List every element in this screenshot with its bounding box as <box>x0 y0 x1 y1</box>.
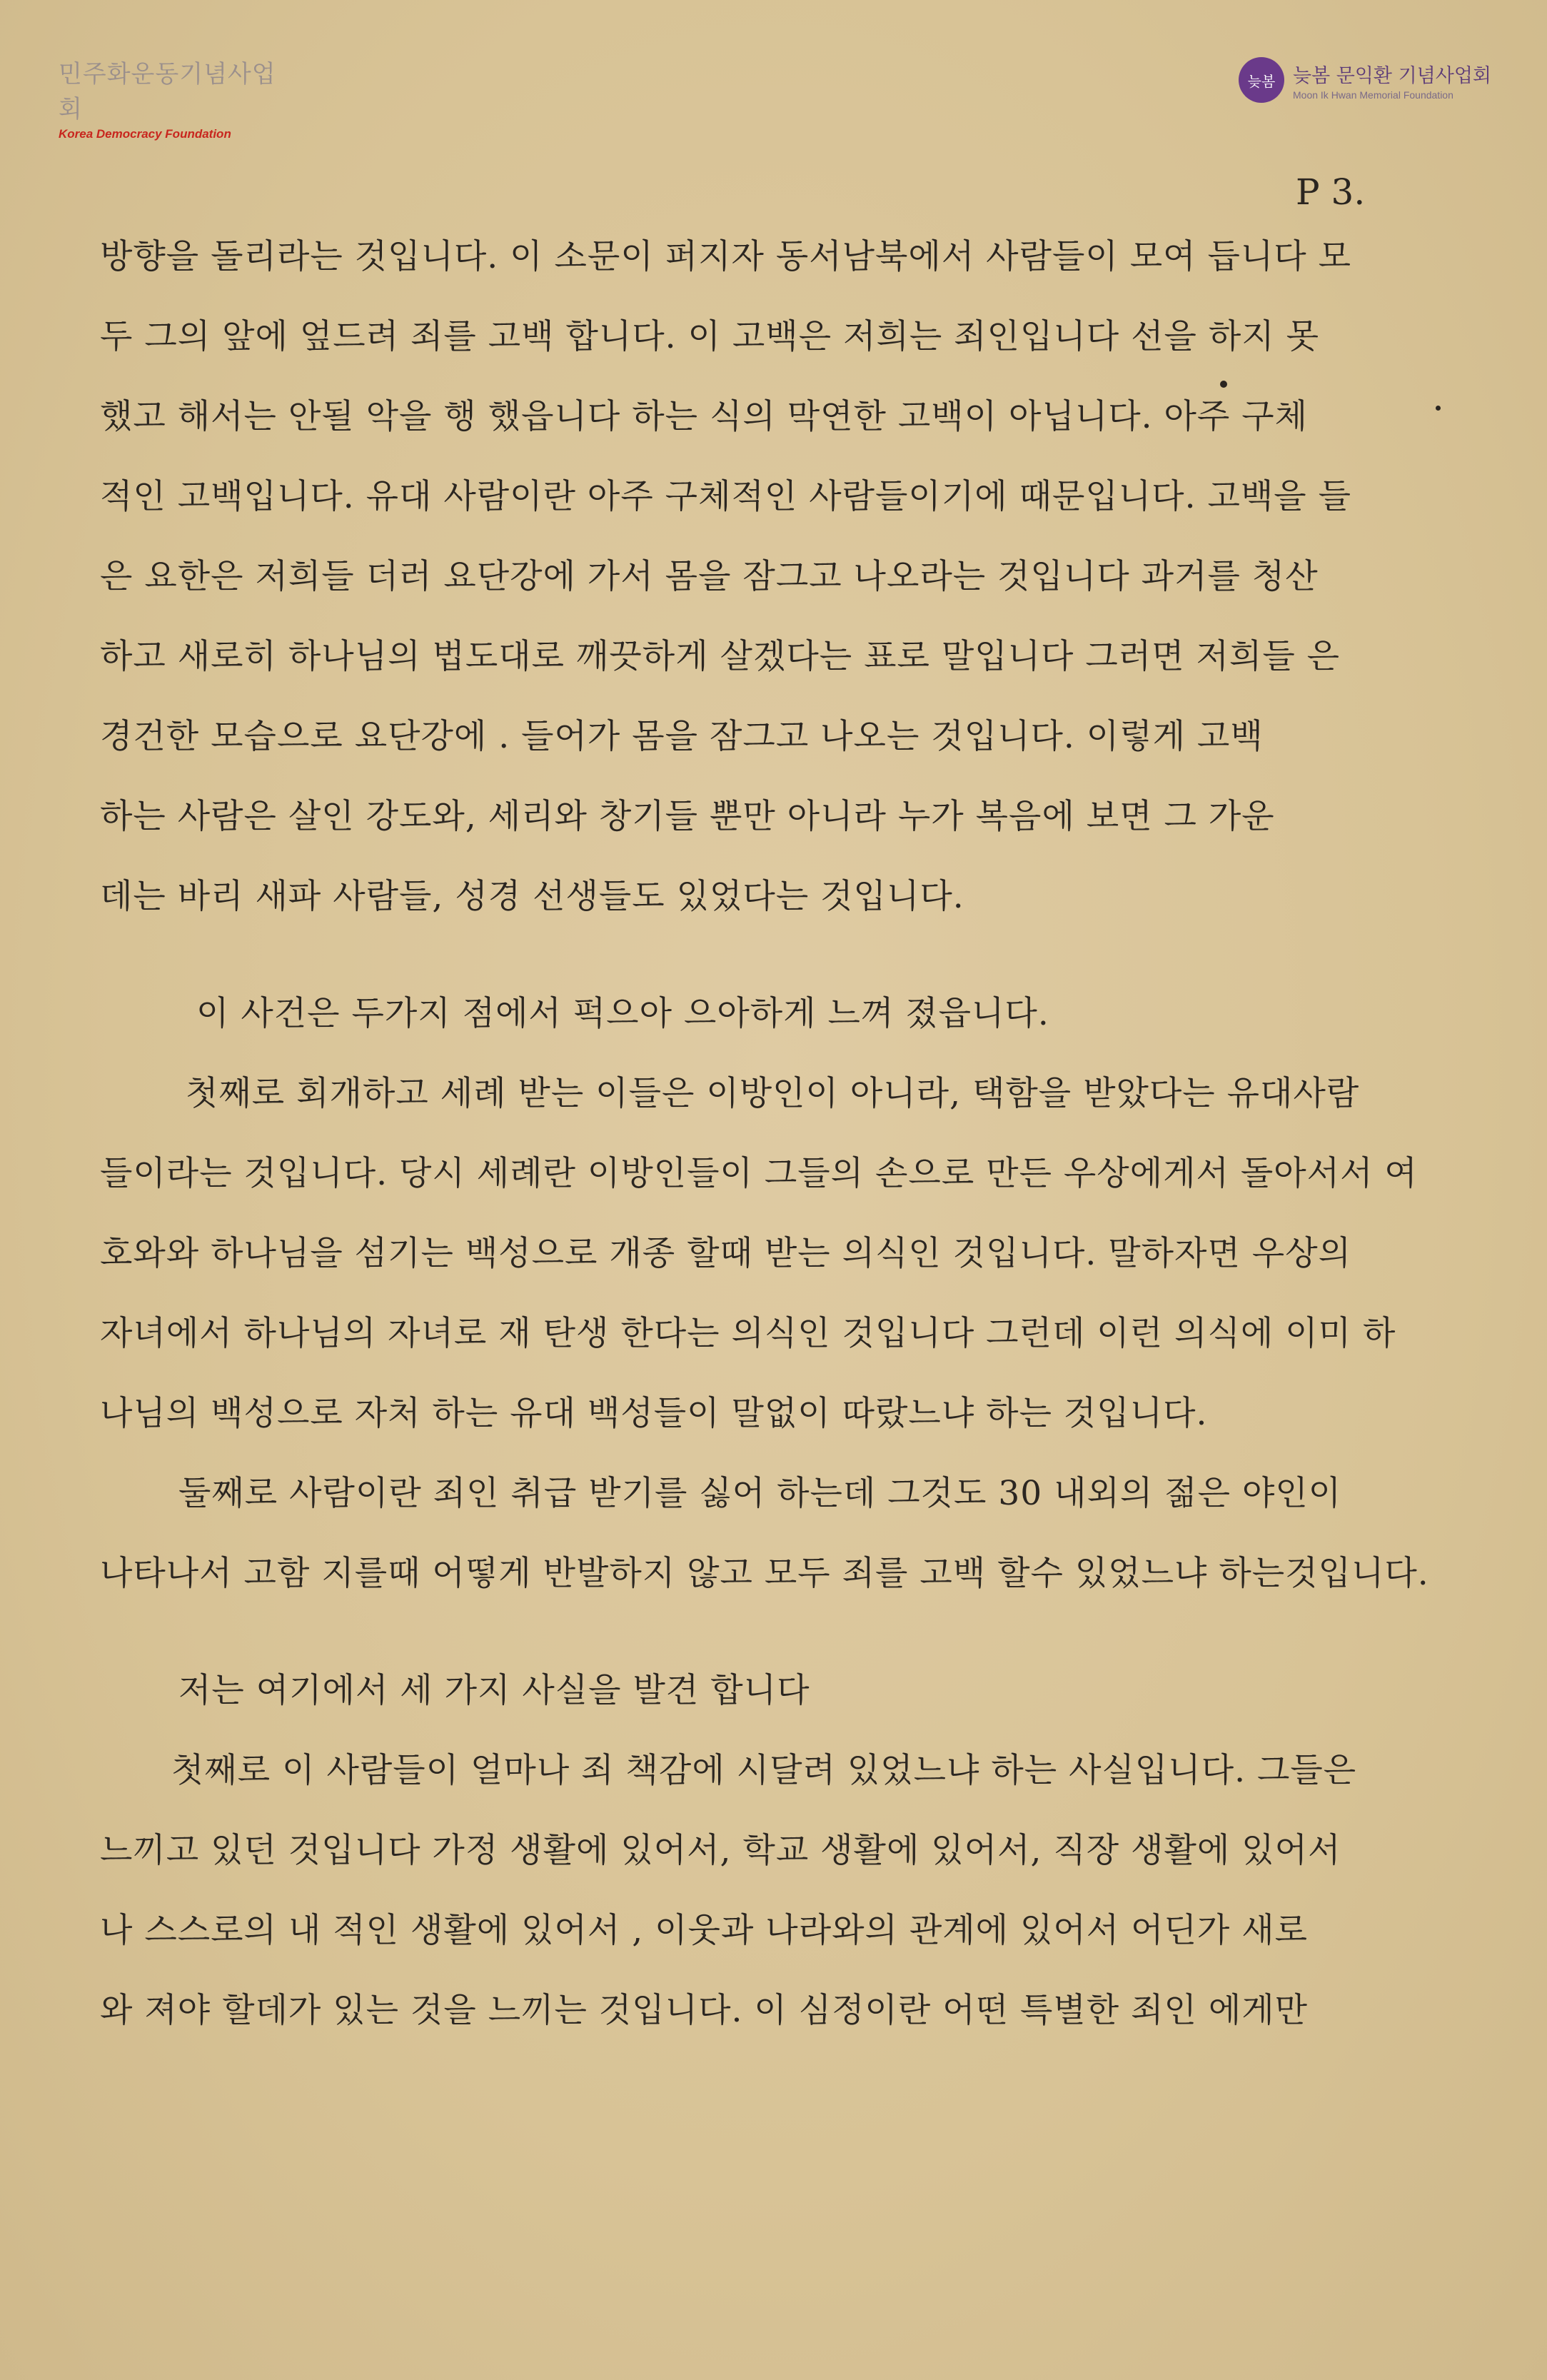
text-line: 나님의 백성으로 자처 하는 유대 백성들이 말없이 따랐느냐 하는 것입니다. <box>100 1394 1208 1433</box>
text-line: 호와와 하나님을 섬기는 백성으로 개종 할때 받는 의식인 것입니다. 말하자면 우상의 <box>100 1234 1352 1273</box>
ink-dot <box>1220 381 1227 388</box>
text-line: 첫째로 이 사람들이 얼마나 죄 책감에 시달려 있었느냐 하는 사실입니다. 그들은 <box>171 1751 1357 1790</box>
kdf-logo-english: Korea Democracy Foundation <box>59 127 231 141</box>
text-line: 은 요한은 저희들 더러 요단강에 가서 몸을 잠그고 나오라는 것입니다 과거를 청산 <box>100 557 1319 596</box>
text-line: 데는 바리 새파 사람들, 성경 선생들도 있었다는 것입니다. <box>100 877 964 916</box>
text-line: 하고 새로히 하나님의 법도대로 깨끗하게 살겠다는 표로 말입니다 그러면 저희들 은 <box>100 637 1341 676</box>
text-line: 나 스스로의 내 적인 생활에 있어서 , 이웃과 나라와의 관계에 있어서 어딘가 새로 <box>100 1911 1309 1950</box>
text-line: 둘째로 사람이란 죄인 취급 받기를 싫어 하는데 그것도 30 내외의 젊은 야인이 <box>178 1474 1342 1513</box>
text-line: 하는 사람은 살인 강도와, 세리와 창기들 뿐만 아니라 누가 복음에 보면 그 가운 <box>100 797 1275 836</box>
ink-dot <box>1436 406 1441 411</box>
moon-foundation-english: Moon Ik Hwan Memorial Foundation <box>1293 89 1453 101</box>
neutbom-emblem-icon: 늦봄 <box>1239 57 1284 103</box>
page-number: P 3. <box>1296 171 1366 213</box>
text-line: 방향을 돌리라는 것입니다. 이 소문이 퍼지자 동서남북에서 사람들이 모여 듭니다 모 <box>100 237 1352 276</box>
kdf-logo-korean: 민주화운동기념사업회 <box>59 60 276 124</box>
text-line: 두 그의 앞에 엎드려 죄를 고백 합니다. 이 고백은 저희는 죄인입니다 선을 하지 못 <box>100 317 1320 356</box>
text-line: 경건한 모습으로 요단강에 . 들어가 몸을 잠그고 나오는 것입니다. 이렇게 고백 <box>100 717 1264 756</box>
moon-ik-hwan-logo <box>1239 57 1491 103</box>
text-line: 적인 고백입니다. 유대 사람이란 아주 구체적인 사람들이기에 때문입니다. 고백을 들 <box>100 477 1352 516</box>
text-line: 첫째로 회개하고 세례 받는 이들은 이방인이 아니라, 택함을 받았다는 유대사람 <box>186 1074 1360 1113</box>
text-line: 이 사건은 두가지 점에서 퍽으아 으아하게 느껴 졌읍니다. <box>196 994 1049 1033</box>
text-line: 느끼고 있던 것입니다 가정 생활에 있어서, 학교 생활에 있어서, 직장 생활에 있어서 <box>100 1831 1341 1870</box>
kdf-logo <box>59 54 287 141</box>
text-line: 했고 해서는 안될 악을 행 했읍니다 하는 식의 막연한 고백이 아닙니다. 아주 구체 <box>100 397 1309 436</box>
text-line: 들이라는 것입니다. 당시 세례란 이방인들이 그들의 손으로 만든 우상에게서 돌아서서 여 <box>100 1154 1418 1193</box>
moon-foundation-korean: 늦봄 문익환 기념사업회 <box>1293 64 1491 87</box>
text-line: 나타나서 고함 지를때 어떻게 반발하지 않고 모두 죄를 고백 할수 있었느냐 하는것입니다. <box>100 1554 1429 1593</box>
text-line: 자녀에서 하나님의 자녀로 재 탄생 한다는 의식인 것입니다 그런데 이런 의식에 이미 하 <box>100 1314 1396 1353</box>
text-line: 저는 여기에서 세 가지 사실을 발견 합니다 <box>178 1671 810 1710</box>
text-line: 와 져야 할데가 있는 것을 느끼는 것입니다. 이 심정이란 어떤 특별한 죄인 에게만 <box>100 1991 1309 2030</box>
